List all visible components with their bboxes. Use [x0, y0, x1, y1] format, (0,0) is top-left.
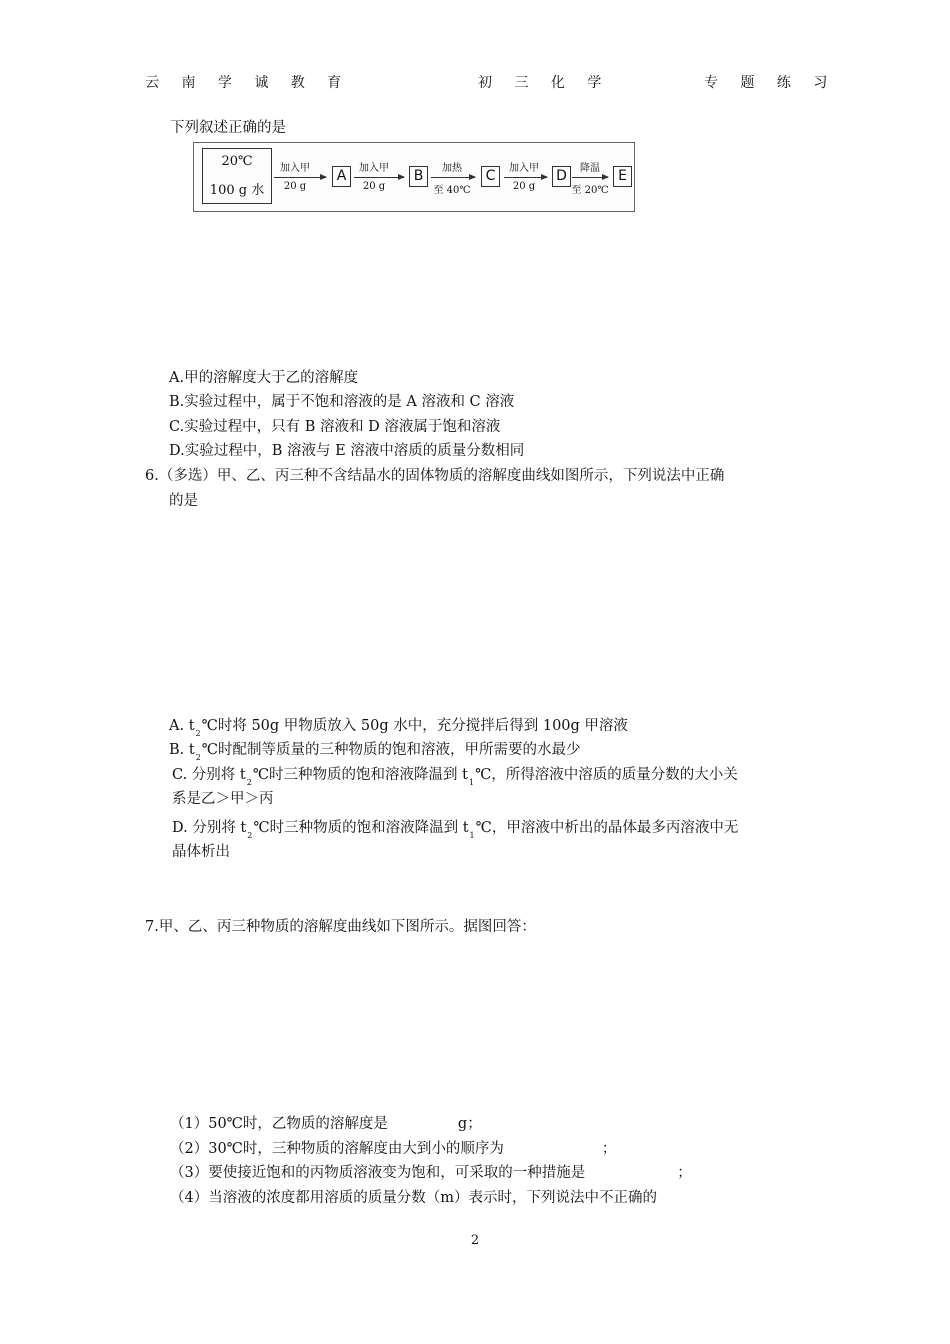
- node-d: D: [552, 166, 571, 187]
- q6-c-sub-a: 2: [246, 778, 252, 787]
- step3-top-label: 加热: [442, 163, 462, 174]
- q6-c-pre: C. 分别将 t: [172, 767, 246, 783]
- q6-d-sub-b: 1: [469, 831, 475, 840]
- header-topic: 专 题 练 习: [704, 75, 837, 91]
- q5-option-a: A.甲的溶解度大于乙的溶解度: [169, 370, 359, 386]
- header-subject: 初 三 化 学: [478, 75, 611, 91]
- q6-stem-line1: 6.（多选）甲、乙、丙三种不含结晶水的固体物质的溶解度曲线如图所示，下列说法中正确: [145, 468, 725, 484]
- q6-d-pre: D. 分别将 t: [172, 820, 247, 836]
- q7-part2: [170, 1139, 616, 1159]
- step3-bottom-label: 至 40℃: [433, 185, 471, 196]
- start-temp: 20℃: [221, 154, 253, 169]
- q7-p2-pre: （2）30℃时，三种物质的溶解度由大到小的顺序为: [170, 1141, 504, 1157]
- q6-c-sub-b: 1: [468, 778, 475, 787]
- q6-option-c-line2: 系是乙＞甲＞丙: [172, 791, 274, 807]
- q7-p1-pre: （1）50℃时，乙物质的溶解度是: [170, 1116, 388, 1132]
- q7-p1-post: g；: [457, 1116, 482, 1132]
- step2-top-label: 加入甲: [359, 163, 389, 174]
- start-condition-box: [202, 148, 272, 204]
- q6-stem-line2: 的是: [169, 493, 198, 509]
- node-e: E: [613, 166, 632, 187]
- q6-option-b: [169, 740, 581, 768]
- q5-option-b: B.实验过程中，属于不饱和溶液的是 A 溶液和 C 溶液: [169, 394, 515, 410]
- step2-arrow: [354, 177, 404, 178]
- step5-arrow: [572, 177, 608, 178]
- q7-part1: [170, 1114, 482, 1134]
- q7-part3: [170, 1163, 692, 1183]
- header-school: 云 南 学 诚 教 育: [145, 75, 351, 91]
- step5-bottom-label: 至 20℃: [571, 185, 609, 196]
- step1-top-label: 加入甲: [280, 163, 310, 174]
- q6-option-d-line2: 晶体析出: [172, 844, 230, 860]
- page-number: 2: [470, 1233, 480, 1248]
- q6-a-post: ℃时将 50g 甲物质放入 50g 水中，充分搅拌后得到 100g 甲溶液: [201, 718, 628, 734]
- process-diagram: [193, 142, 635, 212]
- q6-b-pre: B. t: [169, 742, 195, 758]
- q6-b-sub: 2: [195, 753, 201, 762]
- q6-a-sub: 2: [195, 729, 201, 738]
- q7-stem: 7.甲、乙、丙三种物质的溶解度曲线如下图所示。据图回答：: [145, 919, 536, 935]
- q7-p3-post: ；: [677, 1165, 692, 1181]
- start-water: 100 g 水: [209, 183, 265, 198]
- q7-p2-post: ；: [601, 1141, 617, 1157]
- q6-a-pre: A. t: [169, 718, 195, 734]
- q6-c-post: ℃，所得溶液中溶质的质量分数的大小关: [475, 767, 738, 783]
- step3-arrow: [431, 177, 475, 178]
- step4-bottom-label: 20 g: [512, 181, 536, 192]
- q5-option-c: C.实验过程中，只有 B 溶液和 D 溶液属于饱和溶液: [169, 419, 501, 435]
- q6-b-post: ℃时配制等质量的三种物质的饱和溶液，甲所需要的水最少: [201, 742, 581, 758]
- step5-top-label: 降温: [580, 163, 600, 174]
- step1-arrow: [274, 177, 326, 178]
- step4-top-label: 加入甲: [509, 163, 539, 174]
- q7-p3-pre: （3）要使接近饱和的丙物质溶液变为饱和，可采取的一种措施是: [170, 1165, 586, 1181]
- q5-option-d: D.实验过程中，B 溶液与 E 溶液中溶质的质量分数相同: [169, 443, 525, 459]
- node-b: B: [409, 166, 428, 187]
- node-a: A: [332, 166, 351, 187]
- q5-stem: 下列叙述正确的是: [170, 120, 286, 136]
- q6-option-d: [172, 818, 738, 846]
- step4-arrow: [504, 177, 547, 178]
- q6-d-post: ℃，甲溶液中析出的晶体最多丙溶液中无: [475, 820, 739, 836]
- q7-part4: （4）当溶液的浓度都用溶质的质量分数（m）表示时，下列说法中不正确的: [170, 1190, 657, 1206]
- node-c: C: [481, 166, 500, 187]
- q6-c-mid: ℃时三种物质的饱和溶液降温到 t: [252, 767, 468, 783]
- step2-bottom-label: 20 g: [362, 181, 386, 192]
- q6-d-sub-a: 2: [247, 831, 253, 840]
- q6-d-mid: ℃时三种物质的饱和溶液降温到 t: [253, 820, 469, 836]
- step1-bottom-label: 20 g: [283, 181, 307, 192]
